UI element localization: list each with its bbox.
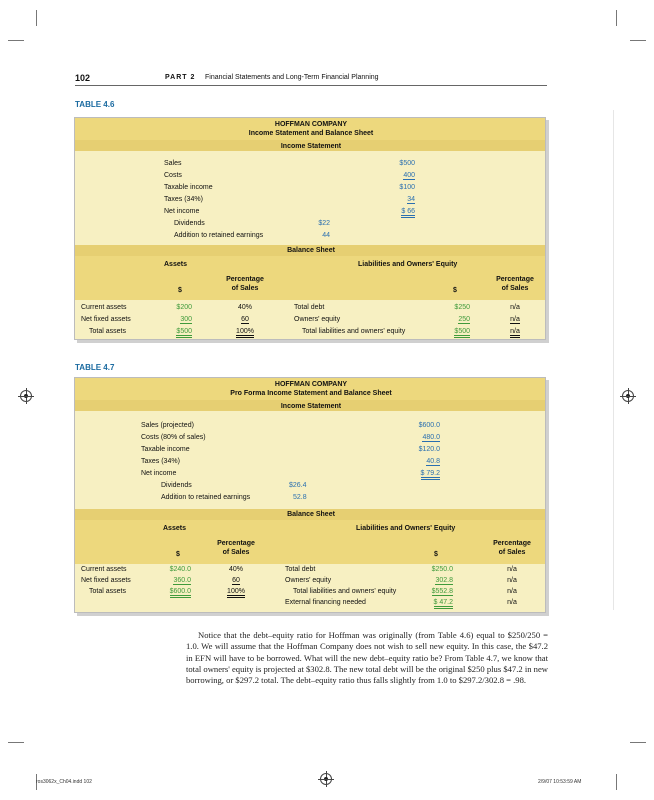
income-value: $ 66 [401,208,415,218]
income-value: 40.8 [426,458,440,465]
liability-pct: n/a [510,304,520,311]
dividends-label: Dividends [161,482,192,489]
asset-dollar: $240.0 [169,566,191,573]
asset-pct: 100% [227,588,245,598]
registration-mark-right [622,390,634,402]
asset-dollar: 360.0 [173,577,191,584]
assets-pct-col-line1: Percentage [226,276,264,283]
income-label: Taxes (34%) [141,458,180,465]
liability-dollar: 250 [458,316,470,323]
company-name: HOFFMAN COMPANY [274,121,348,128]
liability-pct: n/a [507,599,517,606]
liab-pct-col-line2: of Sales [501,285,529,292]
liab-pct-col-line2: of Sales [498,549,526,556]
assets-pct-col-line1: Percentage [217,540,255,547]
table-4-6 [74,117,546,340]
liab-dollar-col: $ [434,551,438,558]
asset-label: Total assets [89,328,126,335]
asset-pct: 60 [241,316,249,323]
registration-mark-bottom [320,773,332,785]
liability-dollar: $ 47.2 [434,599,453,609]
liability-label: Total debt [285,566,316,573]
income-label: Net income [164,208,200,215]
liability-label: Total debt [294,304,325,311]
asset-label: Net fixed assets [81,316,131,323]
asset-label: Total assets [89,588,126,595]
income-value: 400 [403,172,415,179]
liability-dollar: $552.8 [431,588,453,595]
footer-file: ros3062x_Ch04.indd 102 [36,779,92,785]
asset-pct: 60 [232,577,240,584]
liability-pct: n/a [507,588,517,595]
asset-dollar: $200 [176,304,192,311]
income-value: 34 [407,196,415,203]
balance-sheet-title: Balance Sheet [287,511,335,518]
liability-dollar: $250 [454,304,470,311]
liability-pct: n/a [507,566,517,573]
margin-line [613,110,614,610]
assets-dollar-col: $ [178,287,182,294]
retained-label: Addition to retained earnings [161,494,251,501]
asset-pct: 100% [236,328,254,338]
income-statement-title: Income Statement [280,403,342,410]
registration-mark-left [20,390,32,402]
assets-pct-col-line2: of Sales [222,549,250,556]
asset-label: Current assets [81,566,127,573]
retained-value: 44 [322,232,330,239]
assets-header: Assets [163,525,186,532]
body-text: Notice that the debt–equity ratio for Hoffman was originally (from Table 4.6) equal to $250/250 = 1.0. We will assume that the Hoffman Company does not wish to sell new equity. In this case, the $47.2 in EFN will have to be borrowed. What will the new debt–equity ratio be? From Table 4.7, we know that total owners' equity is projected at $302.8. The new total debt will be the original $250 plus $47.2 in new borrowing, or $297.2 total. The debt–equity ratio thus falls slightly from 1.0 to $297.2/302.8 = .98. [186,630,548,686]
dividends-value: $26.4 [289,482,307,489]
liabilities-header: Liabilities and Owners' Equity [356,525,456,532]
liability-label: External financing needed [285,599,366,606]
liability-label: Owners' equity [285,577,332,584]
part-label: PART 2 [165,74,196,81]
liabilities-header: Liabilities and Owners' Equity [358,261,458,268]
asset-dollar: 300 [180,316,192,323]
body-paragraph [186,630,548,686]
dividends-value: $22 [318,220,330,227]
page-number: 102 [75,73,91,83]
income-value: $ 79.2 [421,470,440,480]
retained-value: 52.8 [293,494,307,501]
income-statement-title: Income Statement [280,143,342,150]
liab-dollar-col: $ [453,287,457,294]
income-label: Taxable income [141,446,190,453]
assets-header: Assets [164,261,187,268]
header-rule [75,85,547,86]
balance-column-band [75,256,545,300]
liability-label: Total liabilities and owners' equity [302,328,406,335]
dividends-label: Dividends [174,220,205,227]
asset-label: Net fixed assets [81,577,131,584]
income-value: $100 [399,184,415,191]
balance-sheet-title: Balance Sheet [287,247,335,254]
asset-dollar: $500 [176,328,192,338]
balance-column-band [75,520,545,564]
asset-pct: 40% [228,566,243,573]
income-value: $120.0 [418,446,440,453]
income-label: Costs (80% of sales) [141,434,206,441]
liability-dollar: $250.0 [431,566,453,573]
liability-pct: n/a [510,328,520,338]
income-value: 480.0 [422,434,440,441]
liability-pct: n/a [510,316,520,323]
assets-pct-col-line2: of Sales [231,285,259,292]
income-label: Sales (projected) [141,422,194,429]
income-value: $500 [399,160,415,167]
liability-pct: n/a [507,577,517,584]
table-subtitle: Income Statement and Balance Sheet [248,130,374,137]
asset-dollar: $600.0 [170,588,191,598]
income-label: Net income [141,470,177,477]
company-name: HOFFMAN COMPANY [274,381,348,388]
asset-pct: 40% [237,304,252,311]
table-subtitle: Pro Forma Income Statement and Balance Sheet [230,390,392,397]
table-4-6-label: TABLE 4.6 [75,100,115,109]
income-label: Taxes (34%) [164,196,203,203]
income-label: Taxable income [164,184,213,191]
retained-label: Addition to retained earnings [174,232,264,239]
income-label: Costs [164,172,182,179]
liab-pct-col-line1: Percentage [493,540,531,547]
liability-label: Total liabilities and owners' equity [293,588,397,595]
income-value: $600.0 [418,422,440,429]
liability-dollar: 302.8 [435,577,453,584]
assets-dollar-col: $ [176,551,180,558]
footer-timestamp: 2/9/07 10:53:59 AM [538,779,582,785]
liab-pct-col-line1: Percentage [496,276,534,283]
chapter-title: Financial Statements and Long-Term Financial Planning [205,74,379,81]
liability-dollar: $500 [454,328,470,338]
liability-label: Owners' equity [294,316,341,323]
table-4-7 [74,377,546,613]
asset-label: Current assets [81,304,127,311]
income-label: Sales [164,160,182,167]
table-4-7-label: TABLE 4.7 [75,363,115,372]
